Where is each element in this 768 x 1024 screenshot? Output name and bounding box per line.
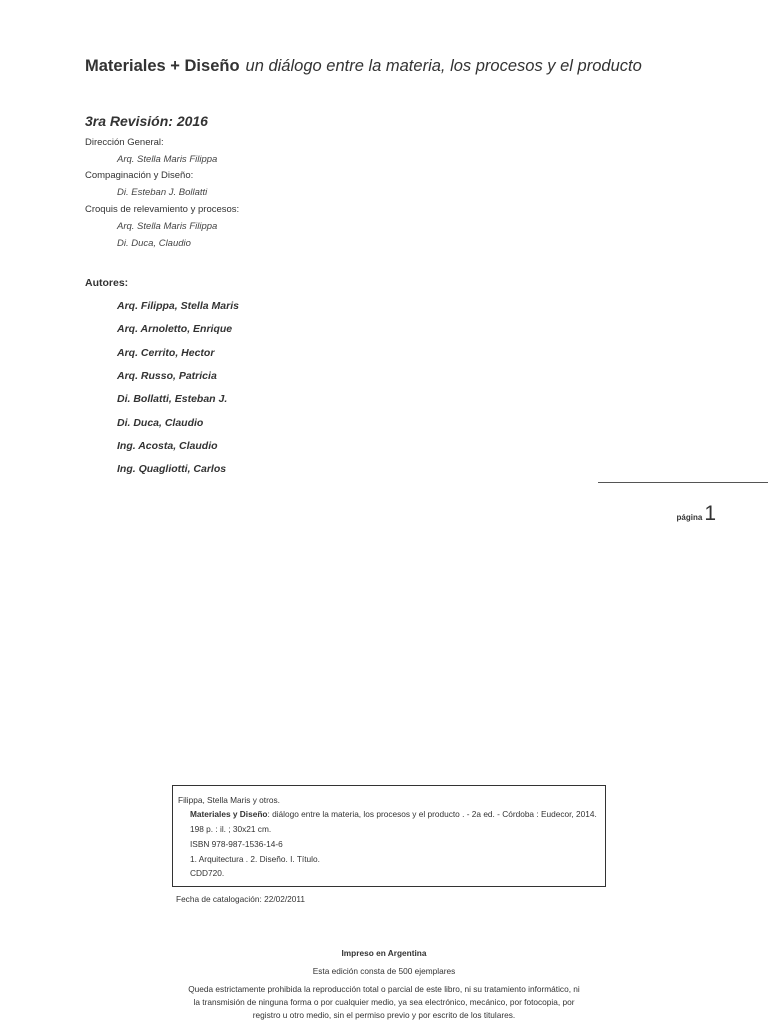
- credit-name-compaginacion: Di. Esteban J. Bollatti: [117, 187, 208, 198]
- credit-label-direccion: Dirección General:: [85, 137, 164, 148]
- author-item: Di. Duca, Claudio: [117, 417, 204, 429]
- credit-label-compaginacion: Compaginación y Diseño:: [85, 170, 194, 181]
- catalog-title-bold: Materiales y Diseño: [190, 809, 268, 819]
- page-number: [677, 502, 716, 526]
- credit-label-croquis: Croquis de relevamiento y procesos:: [85, 204, 240, 215]
- author-item: Arq. Cerrito, Hector: [117, 347, 215, 359]
- printed-in: Impreso en Argentina: [341, 948, 427, 958]
- author-item: Arq. Filippa, Stella Maris: [117, 300, 239, 312]
- credit-name-direccion: Arq. Stella Maris Filippa: [117, 154, 218, 165]
- catalog-record-box: [172, 785, 606, 887]
- credit-name-croquis-1: Arq. Stella Maris Filippa: [117, 221, 218, 232]
- page-number-label: página: [676, 513, 703, 522]
- legal-line-1: Queda estrictamente prohibida la reproducción total o parcial de este libro, ni su tratamiento informático, ni: [188, 984, 580, 994]
- author-item: Arq. Arnoletto, Enrique: [117, 323, 233, 335]
- authors-heading: Autores:: [85, 277, 129, 289]
- page-number-value: 1: [704, 502, 716, 525]
- catalog-isbn: ISBN 978-987-1536-14-6: [190, 839, 283, 849]
- catalog-pages: 198 p. : il. ; 30x21 cm.: [190, 824, 272, 834]
- edition-note: Esta edición consta de 500 ejemplares: [312, 966, 456, 976]
- page-divider: [598, 482, 768, 483]
- legal-line-3: registro u otro medio, sin el permiso previo y por escrito de los titulares.: [252, 1010, 516, 1020]
- author-item: Ing. Quagliotti, Carlos: [117, 463, 227, 475]
- book-title: [85, 57, 642, 76]
- catalog-title: [190, 809, 597, 819]
- author-item: Ing. Acosta, Claudio: [117, 440, 218, 452]
- catalog-date: Fecha de catalogación: 22/02/2011: [176, 894, 306, 904]
- catalog-cdd: CDD720.: [190, 868, 225, 878]
- catalog-subjects: 1. Arquitectura . 2. Diseño. I. Título.: [190, 854, 320, 864]
- catalog-author: Filippa, Stella Maris y otros.: [178, 795, 280, 805]
- author-item: Arq. Russo, Patricia: [117, 370, 217, 382]
- legal-line-2: la transmisión de ninguna forma o por cualquier medio, ya sea electrónico, mecánico, por fotocopia, por: [193, 997, 575, 1007]
- book-title-main: Materiales + Diseño: [85, 57, 240, 75]
- author-item: Di. Bollatti, Esteban J.: [117, 393, 228, 405]
- credit-name-croquis-2: Di. Duca, Claudio: [117, 238, 191, 249]
- book-subtitle: un diálogo entre la materia, los procesos y el producto: [245, 57, 642, 75]
- catalog-title-rest: : diálogo entre la materia, los procesos y el producto . - 2a ed. - Córdoba : Eudecor, 2014.: [267, 809, 597, 819]
- revision-heading: 3ra Revisión: 2016: [85, 113, 208, 129]
